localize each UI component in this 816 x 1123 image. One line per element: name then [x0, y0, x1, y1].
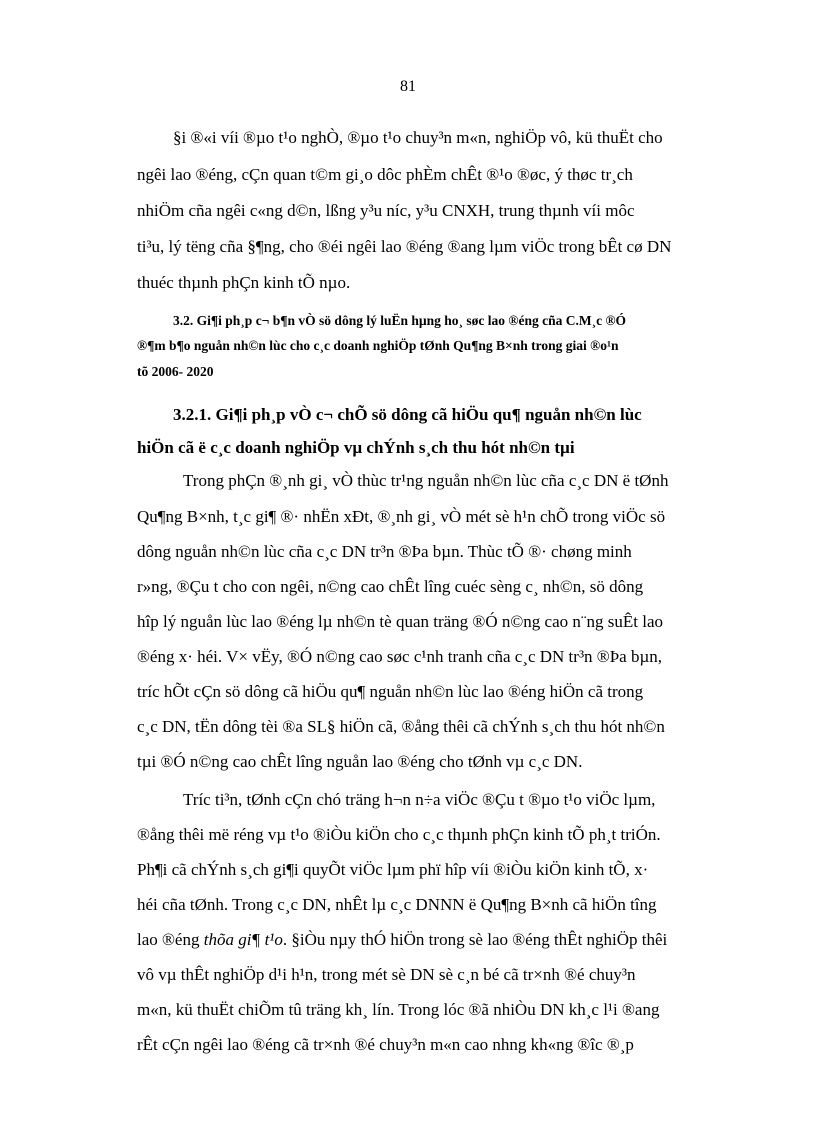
paragraph-2-line-3: dông nguån nh©n lùc cña c¸c DN tr³n ®Þa bµn. Thùc tÕ ®· chøng minh	[137, 542, 632, 561]
paragraph-1-line-2: ngêi lao ®éng, cÇn quan t©m gi¸o dôc phÈm chÊt ®¹o ®øc, ý thøc tr¸ch	[137, 165, 633, 184]
paragraph-3-line-3: Ph¶i cã chÝnh s¸ch gi¶i quyÕt viÖc lµm phï hîp víi ®iÒu kiÖn kinh tÕ, x·	[137, 860, 649, 879]
paragraph-1-line-1: §i ®«i víi ®µo t¹o nghÒ, ®µo t¹o chuy³n m«n, nghiÖp vô, kü thuËt cho	[173, 128, 663, 147]
paragraph-3-line-5-rest: . §iÒu nµy thÓ hiÖn trong sè lao ®éng thÊt nghiÖp thêi	[282, 930, 668, 949]
paragraph-2-line-6: ®éng x· héi. V× vËy, ®Ó n©ng cao søc c¹nh tranh cña c¸c DN tr³n ®Þa bµn,	[137, 647, 662, 666]
page-number: 81	[400, 78, 416, 95]
paragraph-3-line-5	[137, 930, 667, 950]
paragraph-3-line-8: rÊt cÇn ngêi lao ®éng cã tr×nh ®é chuy³n m«n cao nhng kh«ng ®îc ®¸p	[137, 1035, 634, 1054]
paragraph-3-line-1: Tríc ti³n, tØnh cÇn chó träng h¬n n÷a viÖc ®Çu t ®µo t¹o viÖc lµm,	[183, 790, 656, 809]
paragraph-1-line-4: ti³u, lý tëng cña §¶ng, cho ®éi ngêi lao ®éng ®ang lµm viÖc trong bÊt cø DN	[137, 237, 672, 256]
paragraph-3-line-4: héi cña tØnh. Trong c¸c DN, nhÊt lµ c¸c DNNN ë Qu¶ng B×nh cã hiÖn tîng	[137, 895, 657, 914]
paragraph-3-line-7: m«n, kü thuËt chiÕm tû träng kh¸ lín. Trong lóc ®ã nhiÒu DN kh¸c l¹i ®ang	[137, 1000, 660, 1019]
section-3-2-heading-line-2: ®¶m b¶o nguån nh©n lùc cho c¸c doanh nghiÖp tØnh Qu¶ng B×nh trong giai ®o¹n	[137, 338, 619, 353]
paragraph-3-line-6: vô vµ thÊt nghiÖp d¹i h¹n, trong mét sè DN sè c¸n bé cã tr×nh ®é chuy³n	[137, 965, 636, 984]
section-3-2-1-heading-line-1: 3.2.1. Gi¶i ph¸p vÒ c¬ chÕ sö dông cã hiÖu qu¶ nguån nh©n lùc	[173, 405, 642, 424]
paragraph-3-line-5-start: lao ®éng	[137, 930, 204, 949]
paragraph-1-line-3: nhiÖm cña ngêi c«ng d©n, lßng y³u níc, y³u CNXH, trung thµnh víi môc	[137, 201, 635, 220]
paragraph-2-line-8: c¸c DN, tËn dông tèi ®a SL§ hiÖn cã, ®ång thêi cã chÝnh s¸ch thu hót nh©n	[137, 717, 665, 736]
paragraph-3-line-2: ®ång thêi më réng vµ t¹o ®iÒu kiÖn cho c¸c thµnh phÇn kinh tÕ ph¸t triÓn.	[137, 825, 661, 844]
section-3-2-1-heading-line-2: hiÖn cã ë c¸c doanh nghiÖp vµ chÝnh s¸ch thu hót nh©n tµi	[137, 438, 575, 457]
paragraph-3-line-5-italic: thõa gi¶ t¹o	[203, 930, 283, 949]
section-3-2-heading-line-1: 3.2. Gi¶i ph¸p c¬ b¶n vÒ sö dông lý luËn hµng ho¸ søc lao ®éng cña C.M¸c ®Ó	[173, 313, 627, 328]
paragraph-2-line-9: tµi ®Ó n©ng cao chÊt lîng nguån lao ®éng cho tØnh vµ c¸c DN.	[137, 752, 583, 771]
paragraph-2-line-7: tríc hÕt cÇn sö dông cã hiÖu qu¶ nguån nh©n lùc lao ®éng hiÖn cã trong	[137, 682, 644, 701]
paragraph-2-line-5: hîp lý nguån lùc lao ®éng lµ nh©n tè quan träng ®Ó n©ng cao n¨ng suÊt lao	[137, 612, 664, 631]
paragraph-2-line-2: Qu¶ng B×nh, t¸c gi¶ ®· nhËn xÐt, ®¸nh gi¸ vÒ mét sè h¹n chÕ trong viÖc sö	[137, 507, 666, 526]
paragraph-2-line-1: Trong phÇn ®¸nh gi¸ vÒ thùc tr¹ng nguån nh©n lùc cña c¸c DN ë tØnh	[183, 471, 669, 490]
paragraph-1-line-5: thuéc thµnh phÇn kinh tÕ nµo.	[137, 273, 351, 292]
section-3-2-heading-line-3: tõ 2006- 2020	[137, 364, 214, 379]
paragraph-2-line-4: r»ng, ®Çu t cho con ngêi, n©ng cao chÊt lîng cuéc sèng c¸ nh©n, sö dông	[137, 577, 644, 596]
